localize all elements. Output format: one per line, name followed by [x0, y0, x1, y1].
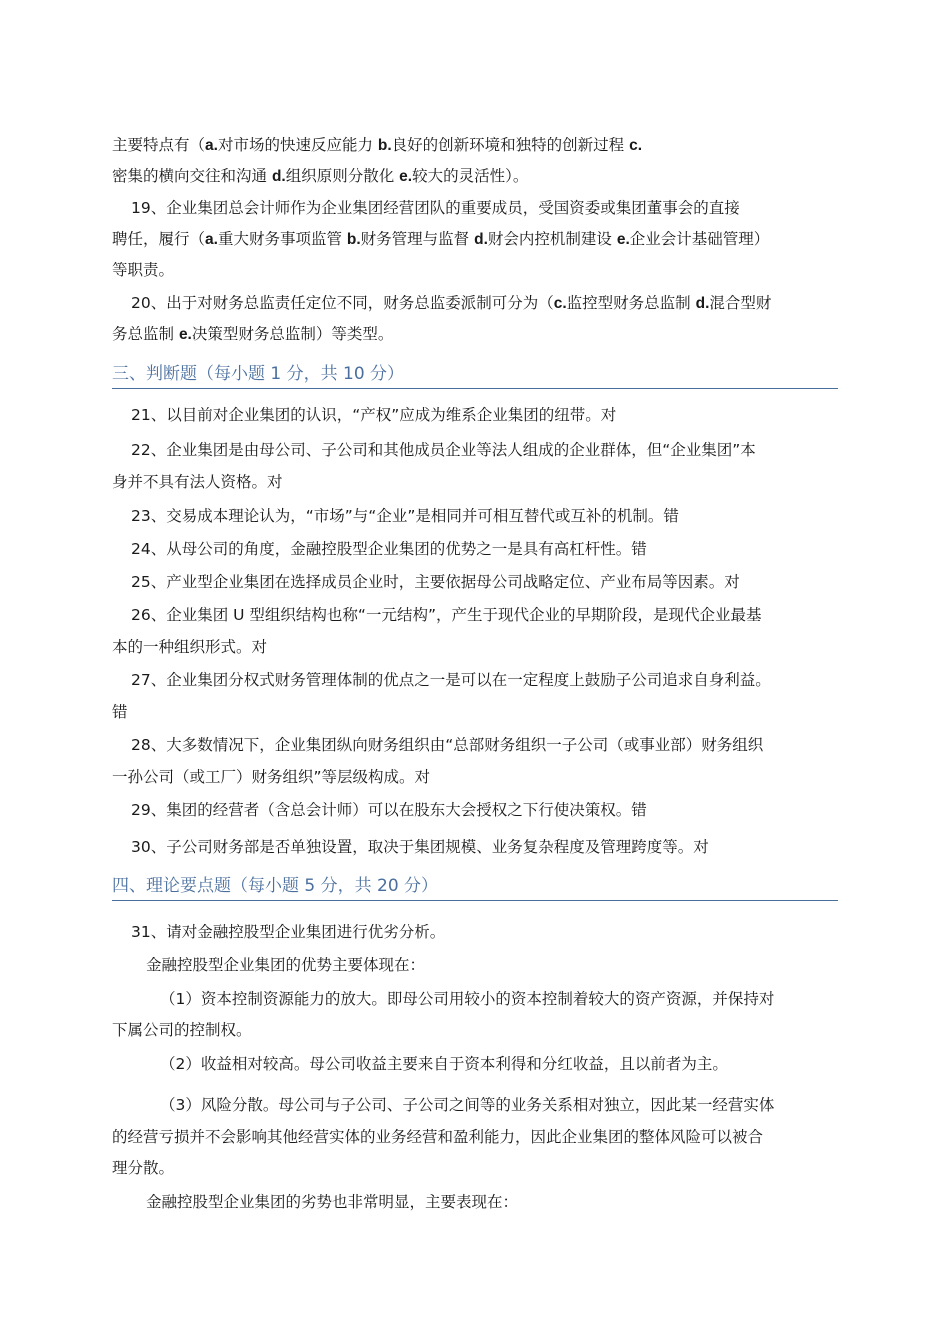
judgment-line: 错	[112, 703, 128, 721]
q19-line-2: 聘任，履行（a.重大财务事项监管 b.财务管理与监督 d.财会内控机制建设 e.企业会计基础管理）	[112, 230, 770, 248]
q18-line-2: 密集的横向交往和沟通 d.组织原则分散化 e.较大的灵活性）。	[112, 167, 529, 185]
q31-point-2: （2）收益相对较高。母公司收益主要来自于资本利得和分红收益，且以前者为主。	[160, 1055, 728, 1073]
judgment-line: 21、以目前对企业集团的认识，“产权”应成为维系企业集团的纽带。对	[131, 406, 617, 424]
section-heading-judgment: 三、判断题（每小题 1 分，共 10 分）	[112, 362, 838, 389]
judgment-line: 身并不具有法人资格。对	[112, 473, 283, 491]
q31-disadvantage-intro: 金融控股型企业集团的劣势也非常明显，主要表现在：	[146, 1193, 519, 1211]
q31-point-1-line-2: 下属公司的控制权。	[112, 1021, 252, 1039]
q18-line-1: 主要特点有（a.对市场的快速反应能力 b.良好的创新环境和独特的创新过程 c.	[112, 136, 643, 154]
q31-question: 31、请对金融控股型企业集团进行优劣分析。	[131, 923, 446, 941]
q31-point-1-line-1: （1）资本控制资源能力的放大。即母公司用较小的资本控制着较大的资产资源，并保持对	[160, 990, 775, 1008]
q19-line-3: 等职责。	[112, 261, 175, 279]
judgment-line: 30、子公司财务部是否单独设置，取决于集团规模、业务复杂程度及管理跨度等。对	[131, 838, 709, 856]
q31-advantage-intro: 金融控股型企业集团的优势主要体现在：	[146, 956, 426, 974]
judgment-line: 28、大多数情况下，企业集团纵向财务组织由“总部财务组织一子公司（或事业部）财务组织	[131, 736, 764, 754]
judgment-line: 23、交易成本理论认为，“市场”与“企业”是相同并可相互替代或互补的机制。错	[131, 507, 679, 525]
q20-line-1: 20、出于对财务总监责任定位不同，财务总监委派制可分为（c.监控型财务总监制 d.混合型财	[131, 294, 772, 312]
q19-line-1: 19、企业集团总会计师作为企业集团经营团队的重要成员，受国资委或集团董事会的直接	[131, 199, 740, 217]
q31-point-3-line-3: 理分散。	[112, 1159, 175, 1177]
judgment-line: 25、产业型企业集团在选择成员企业时，主要依据母公司战略定位、产业布局等因素。对	[131, 573, 740, 591]
judgment-line: 26、企业集团 U 型组织结构也称“一元结构”，产生于现代企业的早期阶段，是现代企业最基	[131, 606, 762, 624]
section-heading-theory: 四、理论要点题（每小题 5 分，共 20 分）	[112, 874, 838, 901]
judgment-line: 29、集团的经营者（含总会计师）可以在股东大会授权之下行使决策权。错	[131, 801, 647, 819]
judgment-line: 一孙公司（或工厂）财务组织”等层级构成。对	[112, 768, 431, 786]
q31-point-3-line-2: 的经营亏损并不会影响其他经营实体的业务经营和盈利能力，因此企业集团的整体风险可以被合	[112, 1128, 764, 1146]
judgment-line: 本的一种组织形式。对	[112, 638, 268, 656]
judgment-line: 22、企业集团是由母公司、子公司和其他成员企业等法人组成的企业群体，但“企业集团”本	[131, 441, 756, 459]
judgment-line: 27、企业集团分权式财务管理体制的优点之一是可以在一定程度上鼓励子公司追求自身利益。	[131, 671, 771, 689]
q31-point-3-line-1: （3）风险分散。母公司与子公司、子公司之间等的业务关系相对独立，因此某一经营实体	[160, 1096, 775, 1114]
q20-line-2: 务总监制 e.决策型财务总监制）等类型。	[112, 325, 394, 343]
judgment-line: 24、从母公司的角度，金融控股型企业集团的优势之一是具有高杠杆性。错	[131, 540, 647, 558]
